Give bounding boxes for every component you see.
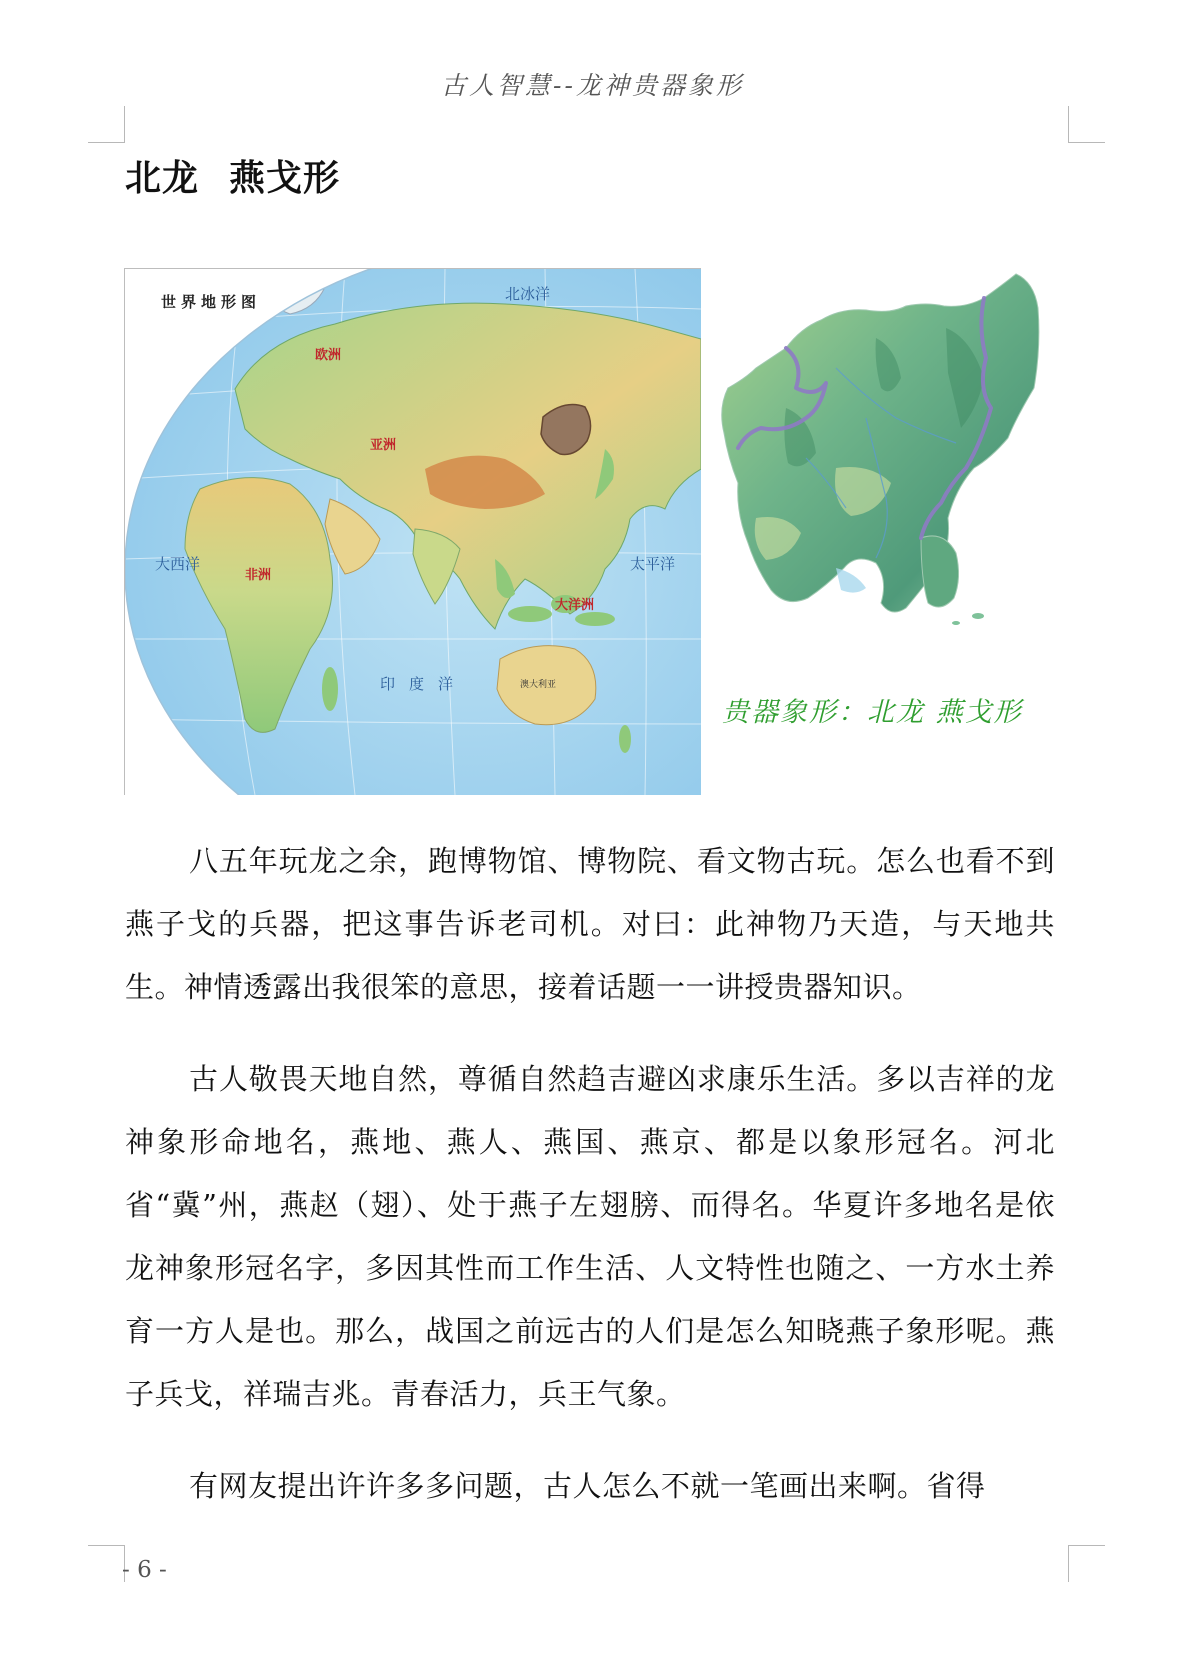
label-europe: 欧洲: [315, 348, 342, 363]
paragraph-3: 有网友提出许许多多问题，古人怎么不就一笔画出来啊。省得: [189, 1469, 986, 1503]
label-oceania: 大洋洲: [555, 598, 595, 613]
label-asia: 亚洲: [370, 438, 397, 453]
world-map-graphic: [125, 269, 701, 795]
label-africa: 非洲: [245, 568, 272, 583]
northeast-map-graphic: [716, 268, 1056, 628]
paragraph-2: 古人敬畏天地自然，尊循自然趋吉避凶求康乐生活。多以吉祥的龙神象形命地名，燕地、燕人、燕国、燕京、都是以象形冠名。河北省“冀”州，燕赵（翅）、处于燕子左翅膀、而得名。华夏许多地名是依龙神象形冠名字，多因其性而工作生活、人文特性也随之、一方水土养育一方人是也。那么，战国之前远古的人们是怎么知晓燕子象形呢。燕子兵戈，祥瑞吉兆。青春活力，兵王气象。: [125, 1062, 1055, 1411]
crop-mark-bottom-right: [1068, 1545, 1105, 1582]
section-heading-part2: 燕戈形: [229, 158, 341, 199]
crop-mark-top-right: [1068, 106, 1105, 143]
label-indian-ocean: 印度洋: [380, 675, 468, 693]
crop-mark-bottom-left: [88, 1545, 125, 1582]
section-heading-part1: 北龙: [125, 158, 200, 199]
northeast-map-figure: [716, 268, 1056, 628]
label-pacific: 太平洋: [630, 555, 676, 573]
world-map-figure: [124, 268, 701, 795]
figure-caption: 贵器象形：北龙 燕戈形: [722, 697, 1023, 728]
crop-mark-top-left: [88, 106, 125, 143]
page-number: - 6 -: [122, 1557, 167, 1583]
label-arctic: 北冰洋: [505, 285, 551, 303]
paragraph-1: 八五年玩龙之余，跑博物馆、博物院、看文物古玩。怎么也看不到燕子戈的兵器，把这事告诉老司机。对曰：此神物乃天造，与天地共生。神情透露出我很笨的意思，接着话题一一讲授贵器知识。: [125, 844, 1055, 1004]
world-map-title: 世界地形图: [157, 291, 265, 312]
section-heading: [125, 150, 340, 201]
label-atlantic: 大西洋: [155, 555, 201, 573]
label-australia: 澳大利亚: [520, 680, 557, 690]
running-header: 古人智慧--龙神贵器象形: [441, 71, 744, 100]
